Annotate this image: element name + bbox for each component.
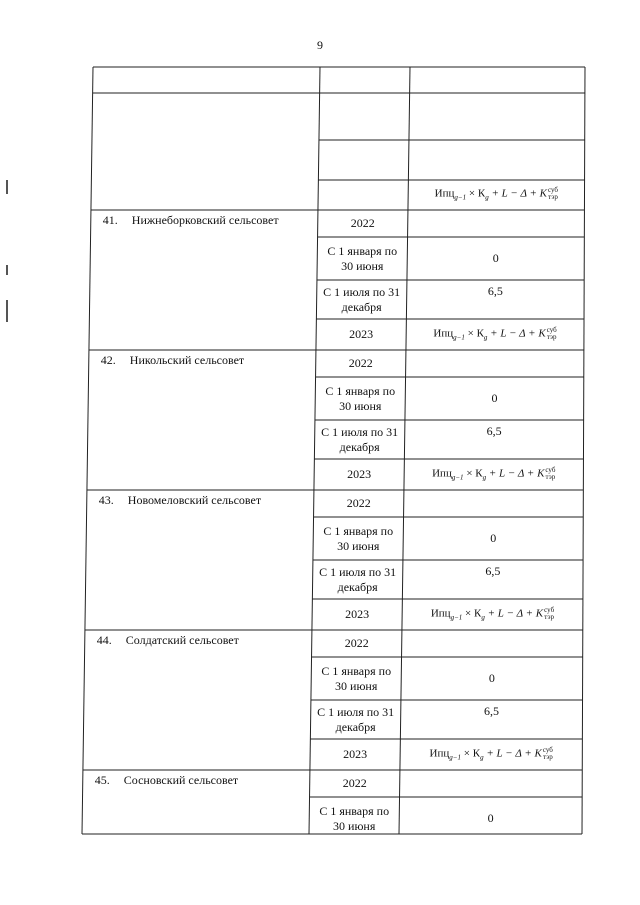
settlement-title: Никольский сельсовет <box>129 353 245 367</box>
formula-sub2: тэр <box>542 752 553 761</box>
settlement-title: Нижнеборковский сельсовет <box>131 213 279 227</box>
value-cell: 0 <box>490 531 497 545</box>
settlement-number: 44. <box>96 633 112 647</box>
formula-k: К <box>475 467 483 480</box>
formula-cell <box>402 599 583 630</box>
value-cell <box>409 93 585 140</box>
value-cell <box>402 630 583 657</box>
formula-sub1: g−1 <box>449 753 461 762</box>
period-cell: С 1 июля по 31 декабря <box>317 704 395 734</box>
table-border-left <box>82 67 93 834</box>
value-cell <box>409 140 585 180</box>
period-cell: С 1 января по 30 июня <box>327 243 398 273</box>
period-cell: 2022 <box>346 496 371 510</box>
formula-k: К <box>472 747 481 760</box>
scan-margin-mark <box>6 180 8 194</box>
value-cell <box>408 210 585 237</box>
formula-sub1: g−1 <box>451 473 464 482</box>
value-cell: 6,5 <box>487 284 503 298</box>
formula-prefix: Ипц <box>433 327 454 340</box>
formula-supsub <box>543 747 553 761</box>
formula-supsub <box>545 467 555 481</box>
formula-cell <box>408 180 584 210</box>
period-cell <box>318 180 408 210</box>
value-cell: 6,5 <box>485 564 501 578</box>
scan-margin-mark <box>6 265 8 275</box>
formula-rest: + L − Δ + K <box>483 747 542 760</box>
settlement-number: 41. <box>102 213 118 227</box>
formula-sub2: тэр <box>545 472 556 481</box>
tariff-formula <box>435 187 558 202</box>
settlement-number: 43. <box>98 493 114 507</box>
period-cell: С 1 июля по 31 декабря <box>323 284 401 314</box>
formula-sub1: g−1 <box>453 333 465 342</box>
formula-ksub: g <box>482 473 487 482</box>
period-cell: 2022 <box>348 356 373 370</box>
formula-times: × <box>464 327 477 340</box>
period-cell: С 1 января по 30 июня <box>323 523 394 553</box>
formula-sub2: тэр <box>544 612 555 621</box>
period-cell: С 1 июля по 31 декабря <box>321 424 399 454</box>
settlement-name <box>95 773 238 788</box>
period-cell: 2023 <box>349 327 374 341</box>
period-cell <box>319 93 409 140</box>
scan-margin-mark <box>6 300 8 322</box>
formula-prefix: Ипц <box>430 607 451 620</box>
page-number: 9 <box>317 38 323 52</box>
settlement-name <box>103 213 279 228</box>
formula-sub2: тэр <box>548 193 558 202</box>
formula-sup: суб <box>546 325 557 334</box>
formula-sup: суб <box>544 605 555 614</box>
value-cell <box>406 350 584 377</box>
value-cell: 0 <box>488 671 495 685</box>
formula-k: К <box>476 327 484 340</box>
tariff-formula <box>431 607 554 622</box>
settlement-name <box>99 493 261 508</box>
settlement-title: Новомеловский сельсовет <box>127 493 262 507</box>
value-cell: 0 <box>491 391 498 405</box>
period-cell <box>319 140 409 180</box>
period-cell: С 1 января по 30 июня <box>319 803 390 833</box>
formula-sub1: g−1 <box>454 193 467 202</box>
formula-supsub <box>547 327 557 341</box>
formula-sup: суб <box>545 465 556 474</box>
formula-k: К <box>474 607 482 620</box>
period-cell: 2022 <box>344 636 369 650</box>
formula-ksub: g <box>483 333 488 342</box>
tariff-formula <box>430 747 553 762</box>
formula-sub2: тэр <box>546 332 557 341</box>
formula-cell <box>404 459 583 490</box>
formula-supsub <box>544 607 554 621</box>
settlement-number: 42. <box>100 353 116 367</box>
formula-ksub: g <box>485 193 489 202</box>
formula-rest: + L − Δ + K <box>486 467 545 480</box>
formula-supsub <box>548 187 558 201</box>
formula-k: К <box>477 187 486 200</box>
formula-cell <box>400 739 582 770</box>
value-cell <box>404 490 584 517</box>
settlement-number: 45. <box>94 773 110 787</box>
header-cell-1 <box>93 67 320 93</box>
period-cell: С 1 января по 30 июня <box>325 383 396 413</box>
value-cell: 0 <box>487 811 494 825</box>
formula-sup: суб <box>547 186 558 195</box>
formula-cell <box>406 319 584 350</box>
value-cell: 0 <box>492 251 499 265</box>
tariff-formula <box>432 467 555 482</box>
settlement-title: Сосновский сельсовет <box>123 773 239 787</box>
formula-rest: + L − Δ + K <box>484 607 544 620</box>
formula-times: × <box>461 747 473 760</box>
header-cell-2 <box>320 67 410 93</box>
settlement-title: Солдатский сельсовет <box>125 633 239 647</box>
value-cell: 6,5 <box>484 704 500 718</box>
period-cell: 2023 <box>343 747 368 761</box>
period-cell: 2023 <box>345 607 370 621</box>
formula-ksub: g <box>481 613 485 622</box>
formula-sup: суб <box>542 745 553 754</box>
settlement-name <box>101 353 244 368</box>
settlement-name <box>97 633 239 648</box>
period-cell: 2022 <box>342 776 367 790</box>
formula-times: × <box>466 187 478 200</box>
value-cell <box>400 770 582 797</box>
formula-rest: + L − Δ + K <box>488 187 547 200</box>
period-cell: 2023 <box>347 467 372 481</box>
formula-prefix: Ипц <box>429 747 450 760</box>
formula-times: × <box>462 607 475 620</box>
formula-prefix: Ипц <box>432 467 452 480</box>
tariff-formula <box>433 327 556 342</box>
formula-prefix: Ипц <box>434 187 455 200</box>
formula-sub1: g−1 <box>450 613 463 622</box>
formula-ksub: g <box>480 753 484 762</box>
header-cell-3 <box>410 67 585 93</box>
value-cell: 6,5 <box>486 424 502 438</box>
formula-times: × <box>463 467 476 480</box>
formula-rest: + L − Δ + K <box>487 327 546 340</box>
period-cell: 2022 <box>350 216 375 230</box>
period-cell: С 1 января по 30 июня <box>321 663 392 693</box>
period-cell: С 1 июля по 31 декабря <box>319 564 397 594</box>
